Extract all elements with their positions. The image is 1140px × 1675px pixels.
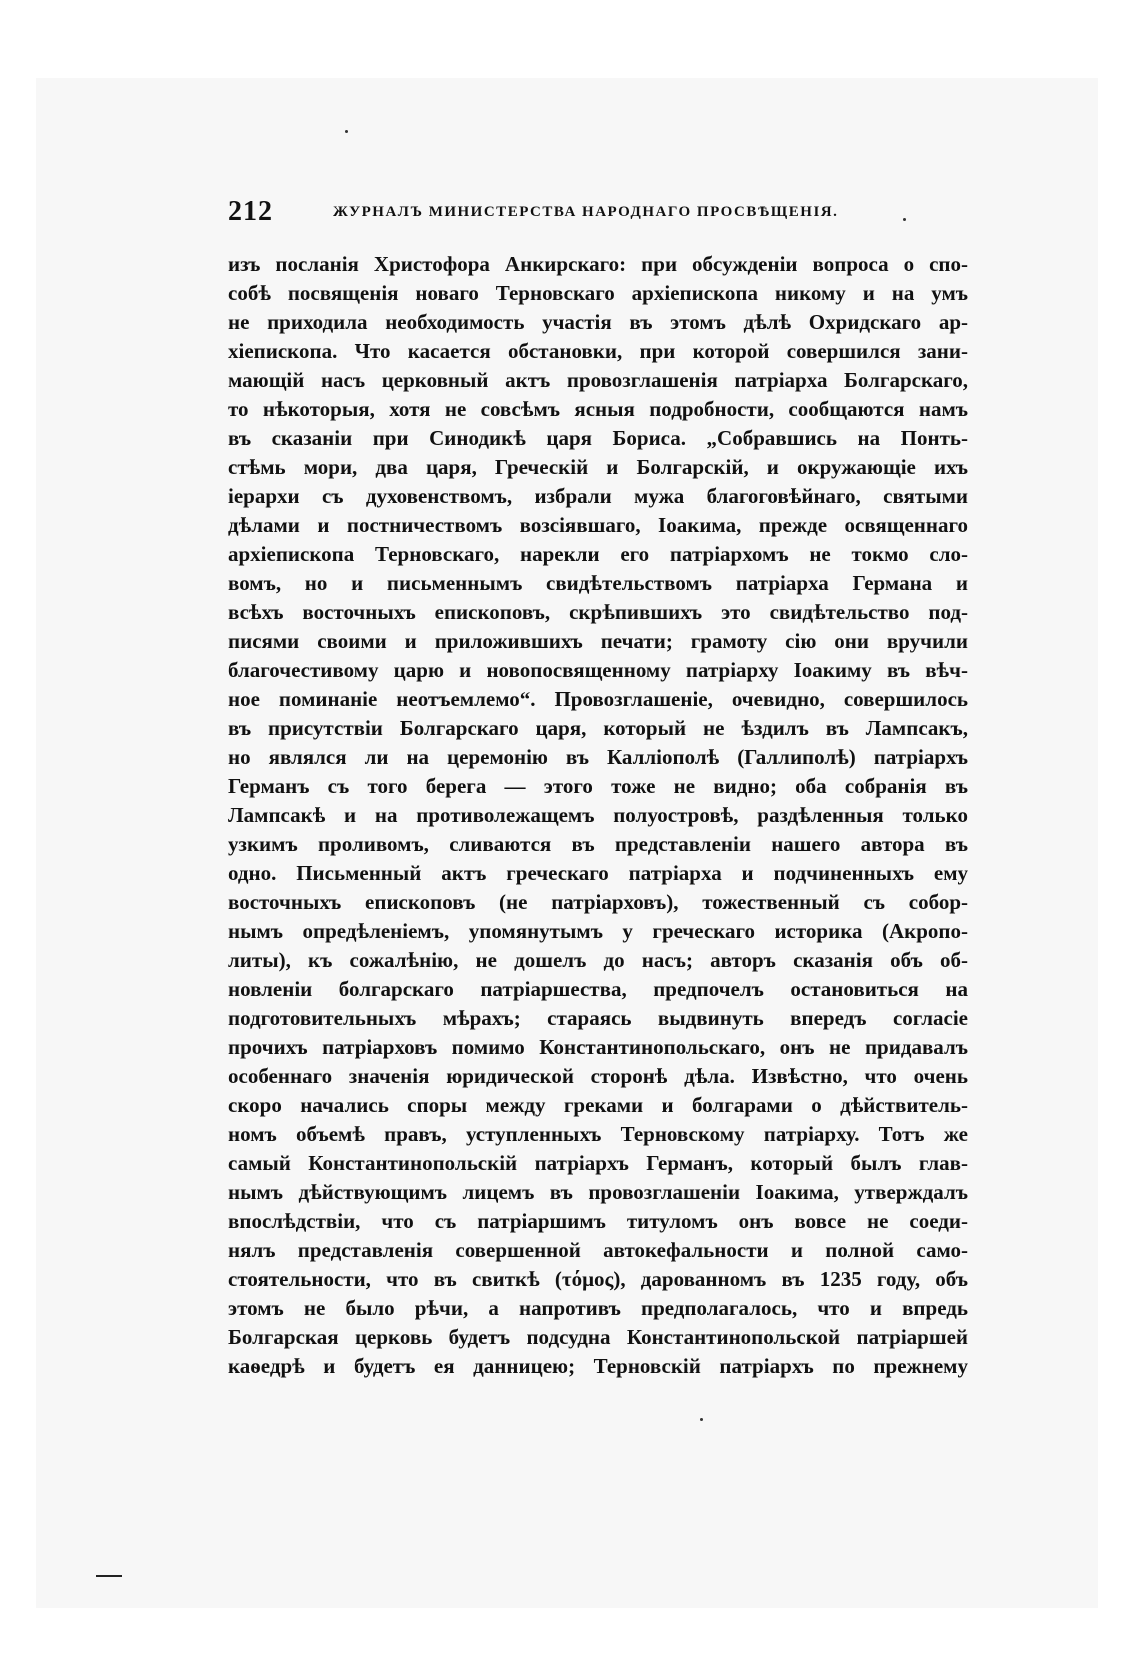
text-line: но являлся ли на церемонію въ Калліополѣ (Галлиполѣ) патріархъ — [228, 745, 968, 769]
text-line: новленіи болгарскаго патріаршества, предпочелъ остановиться на — [228, 977, 968, 1001]
text-line: Германъ съ того берега — этого тоже не видно; оба собранія въ — [228, 774, 968, 798]
speck-mark — [345, 130, 348, 133]
text-line: всѣхъ восточныхъ епископовъ, скрѣпившихъ это свидѣтельство под- — [228, 600, 968, 624]
text-line: Лампсакѣ и на противолежащемъ полуостровѣ, раздѣленныя только — [228, 803, 968, 827]
text-line: іерархи съ духовенствомъ, избрали мужа благоговѣйнаго, святыми — [228, 484, 968, 508]
text-line: нымъ опредѣленіемъ, упомянутымъ у греческаго историка (Акропо- — [228, 919, 968, 943]
text-line: нялъ представленія совершенной автокефальности и полной само- — [228, 1238, 968, 1262]
text-line: номъ объемѣ правъ, уступленныхъ Терновскому патріарху. Тотъ же — [228, 1122, 968, 1146]
text-line: изъ посланія Христофора Анкирскаго: при обсужденіи вопроса о спо- — [228, 252, 968, 276]
text-line: узкимъ проливомъ, сливаются въ представленіи нашего автора въ — [228, 832, 968, 856]
text-line: Болгарская церковь будетъ подсудна Константинопольской патріаршей — [228, 1325, 968, 1349]
text-line: хіепископа. Что касается обстановки, при которой совершился зани- — [228, 339, 968, 363]
text-line: архіепископа Терновскаго, нарекли его патріархомъ не токмо сло- — [228, 542, 968, 566]
text-line: литы), къ сожалѣнію, не дошелъ до насъ; авторъ сказанія объ об- — [228, 948, 968, 972]
text-line: мающій насъ церковный актъ провозглашенія патріарха Болгарскаго, — [228, 368, 968, 392]
text-line: въ сказаніи при Синодикѣ царя Бориса. „Собравшись на Понть- — [228, 426, 968, 450]
page-number: 212 — [228, 196, 273, 227]
text-line: одно. Письменный актъ греческаго патріарха и подчиненныхъ ему — [228, 861, 968, 885]
text-line: дѣлами и постничествомъ возсіявшаго, Іоакима, прежде освященнаго — [228, 513, 968, 537]
text-line: нымъ дѣйствующимъ лицемъ въ провозглашеніи Іоакима, утверждалъ — [228, 1180, 968, 1204]
text-line: прочихъ патріарховъ помимо Константинопольскаго, онъ не придавалъ — [228, 1035, 968, 1059]
text-line: стѣмь мори, два царя, Греческій и Болгарскій, и окружающіе ихъ — [228, 455, 968, 479]
text-line: особеннаго значенія юридической сторонѣ дѣла. Извѣстно, что очень — [228, 1064, 968, 1088]
speck-mark — [700, 1418, 703, 1421]
text-line: каѳедрѣ и будетъ ея данницею; Терновскій патріархъ по прежнему — [228, 1354, 968, 1378]
page-header — [228, 196, 968, 236]
body-text — [228, 250, 968, 1381]
text-line: стоятельности, что въ свиткѣ (τόμος), дарованномъ въ 1235 году, объ — [228, 1267, 968, 1291]
text-line: въ присутствіи Болгарскаго царя, который не ѣздилъ въ Лампсакъ, — [228, 716, 968, 740]
text-line: не приходила необходимость участія въ этомъ дѣлѣ Охридскаго ар- — [228, 310, 968, 334]
margin-dash — [96, 1575, 122, 1577]
text-line: этомъ не было рѣчи, а напротивъ предполагалось, что и впредь — [228, 1296, 968, 1320]
text-line: то нѣкоторыя, хотя не совсѣмъ ясныя подробности, сообщаются намъ — [228, 397, 968, 421]
text-line: скоро начались споры между греками и болгарами о дѣйствитель- — [228, 1093, 968, 1117]
running-title: ЖУРНАЛЪ МИНИСТЕРСТВА НАРОДНАГО ПРОСВѢЩЕНІЯ. — [333, 204, 839, 220]
text-line: писями своими и приложившихъ печати; грамоту сію они вручили — [228, 629, 968, 653]
text-line: впослѣдствіи, что съ патріаршимъ титуломъ онъ вовсе не соеди- — [228, 1209, 968, 1233]
text-line: самый Константинопольскій патріархъ Германъ, который былъ глав- — [228, 1151, 968, 1175]
text-line: благочестивому царю и новопосвященному патріарху Іоакиму въ вѣч- — [228, 658, 968, 682]
text-line: восточныхъ епископовъ (не патріарховъ), тожественный съ собор- — [228, 890, 968, 914]
text-line: собѣ посвященія новаго Терновскаго архіепископа никому и на умъ — [228, 281, 968, 305]
text-line: ное поминаніе неотъемлемо“. Провозглашеніе, очевидно, совершилось — [228, 687, 968, 711]
text-line: подготовительныхъ мѣрахъ; стараясь выдвинуть впередъ согласіе — [228, 1006, 968, 1030]
text-line: вомъ, но и письменнымъ свидѣтельствомъ патріарха Германа и — [228, 571, 968, 595]
